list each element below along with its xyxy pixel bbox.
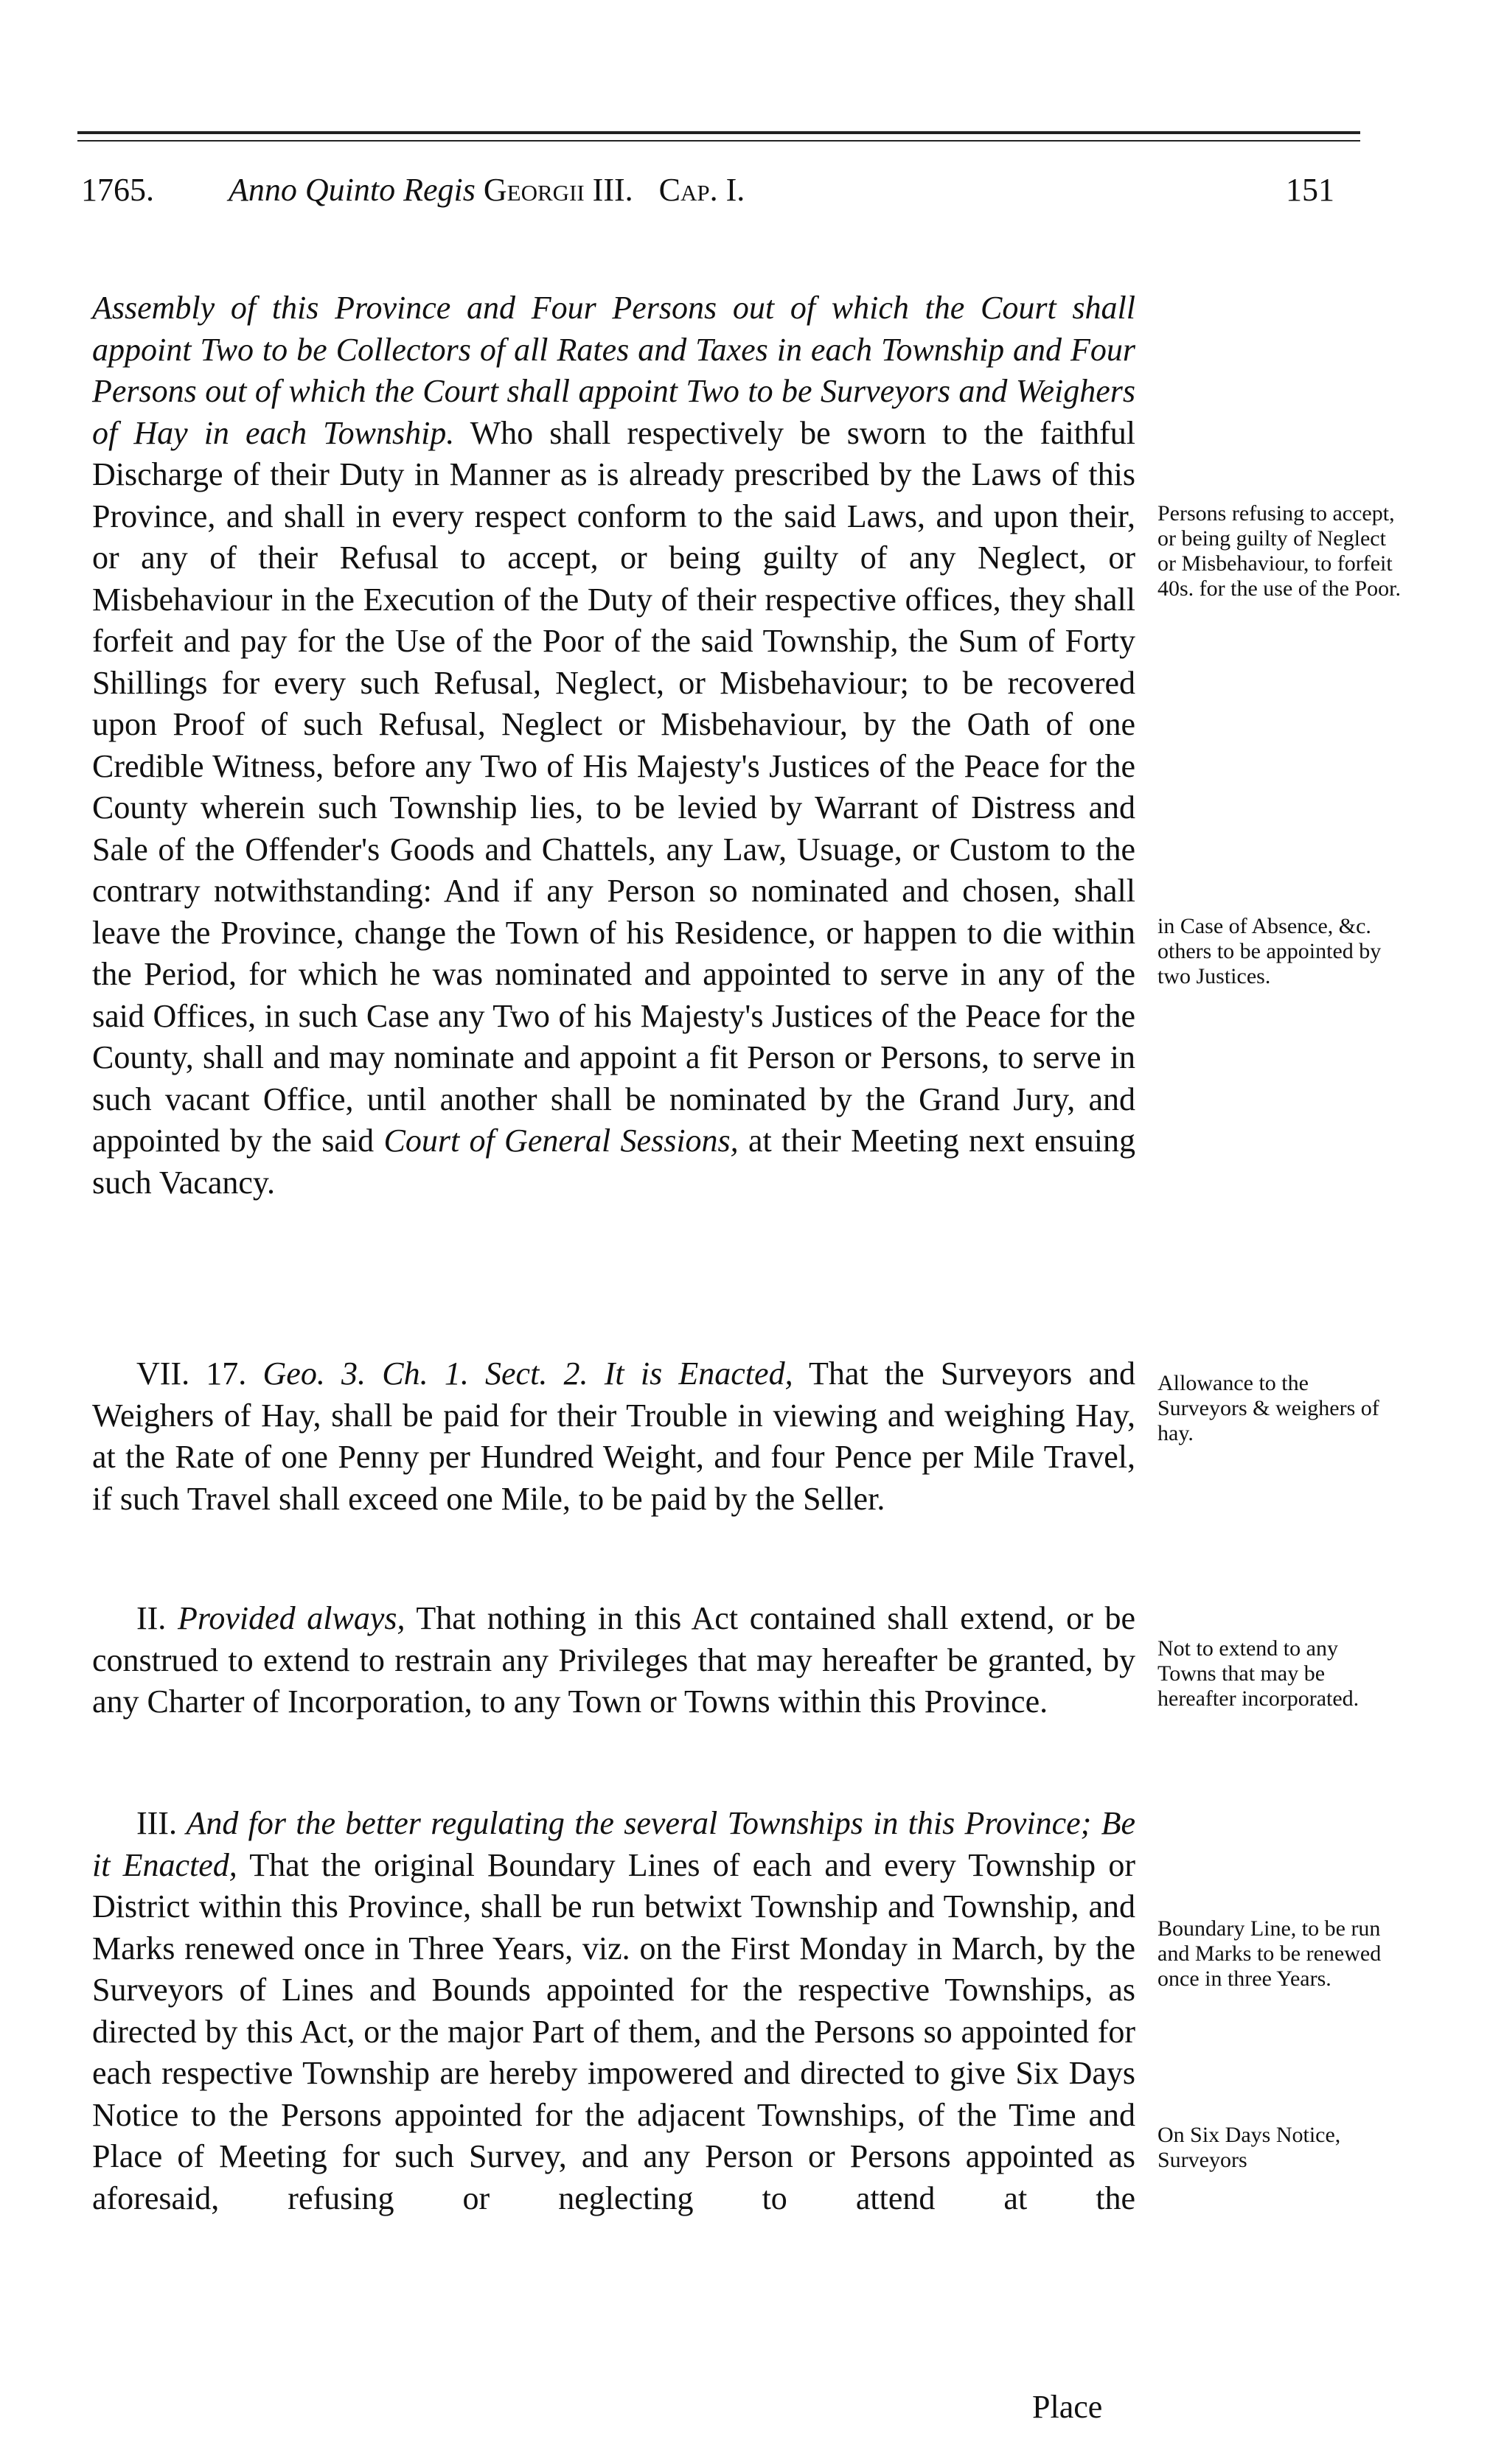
header-chapter: Cap. I. xyxy=(658,172,745,208)
section-vii-text: That the Surveyors and Weighers of Hay, shall be paid for their Trouble in viewing and weighing Hay, at the Rate of one Penny per Hundred Weight, and four Pence per Mile Travel, if such Travel shall exceed one Mile, to be paid by the Seller. xyxy=(92,1355,1135,1517)
margin-note-4: Not to extend to any Towns that may be hereafter incorporated. xyxy=(1157,1636,1359,1711)
margin-note-5: Boundary Line, to be run and Marks to be renewed once in three Years. xyxy=(1157,1916,1382,1991)
section-iii-text: That the original Boundary Lines of each and every Township or District within this Province, shall be run betwixt Township and Township, and Marks renewed once in Three Years, viz. on the First Monday in March, by the Surveyors of Lines and Bounds appointed for the respective Townships, as directed by this Act, or the major Part of them, and the Persons so appointed for each respective Township are hereby impowered and directed to give Six Days Notice to the Persons appointed for the adjacent Townships, of the Time and Place of Meeting for such Survey, and any Person or Persons appointed as aforesaid, refusing or neglecting to attend at the xyxy=(92,1846,1135,2216)
page-number: 151 xyxy=(1286,172,1334,208)
section-iii-italic: And for the better regulating the several Townships in this Province; Be it Enacted, xyxy=(92,1805,1135,1883)
paragraph-1-text: Who shall respectively be sworn to the faithful Discharge of their Duty in Manner as is already prescribed by the Laws of this Province, and shall in every respect conform to the said Laws, and upon their, or any of their Refusal to accept, or being guilty of any Neglect, or Misbehaviour in the Execution of the Duty of their respective offices, they shall forfeit and pay for the Use of the Poor of the said Township, the Sum of Forty Shillings for every such Refusal, Neglect, or Misbehaviour; to be recovered upon Proof of such Refusal, Neglect or Misbehaviour, by the Oath of one Credible Witness, before any Two of His Majesty's Justices of the Peace for the County wherein such Township lies, to be levied by Warrant of Distress and Sale of the Offender's Goods and Chattels, any Law, Usuage, or Custom to the contrary notwithstanding: And if any Person so nominated and chosen, shall leave the Province, change the Town of his Residence, or happen to die within the Period, for which he was nominated and appointed to serve in any of the said Offices, in such Case any Two of his Majesty's Justices of the Peace for the County, shall and may nominate and appoint a fit Person or Persons, to serve in such vacant Office, until another shall be nominated by the Grand Jury, and appointed by the said xyxy=(92,414,1135,1159)
header-title xyxy=(229,171,745,209)
header-title-italic: Anno Quinto Regis xyxy=(229,172,476,208)
header-rule-bottom xyxy=(77,140,1360,142)
paragraph-section-iii xyxy=(92,1803,1135,2219)
catchword: Place xyxy=(1032,2389,1103,2425)
header-year: 1765. xyxy=(81,172,154,208)
paragraph-section-ii xyxy=(92,1598,1135,1723)
running-header xyxy=(81,171,1364,223)
section-vii-lead: VII. 17. xyxy=(136,1355,247,1392)
paragraph-section-vii xyxy=(92,1353,1135,1520)
margin-note-6: On Six Days Notice, Surveyors xyxy=(1157,2123,1341,2172)
paragraph-1-text2: at their Meeting next ensuing such Vacancy. xyxy=(92,1123,1135,1201)
section-ii-text: That nothing in this Act contained shall extend, or be construed to extend to restrain any Privileges that may hereafter be granted, by any Charter of Incorporation, to any Town or Towns within this Province. xyxy=(92,1600,1135,1720)
paragraph-1-italic: Assembly of this Province and Four Persons out of which the Court shall appoint Two to be Collectors of all Rates and Taxes in each Township and Four Persons out of which the Court shall appoint Two to be Surveyors and Weighers of Hay in each Township. xyxy=(92,290,1135,451)
header-rule-top xyxy=(77,131,1360,134)
paragraph-1 xyxy=(92,287,1135,1204)
section-ii-italic: Provided always, xyxy=(166,1600,405,1636)
margin-note-1: Persons refusing to accept, or being guilty of Neglect or Misbehaviour, to forfeit 40s. for the use of the Poor. xyxy=(1157,501,1401,601)
paragraph-1-italic2: Court of General Sessions, xyxy=(383,1123,739,1159)
section-vii-italic: Geo. 3. Ch. 1. Sect. 2. It is Enacted, xyxy=(246,1355,793,1392)
margin-note-3: Allowance to the Surveyors & weighers of hay. xyxy=(1157,1371,1379,1445)
section-iii-lead: III. xyxy=(136,1805,177,1841)
header-title-caps: Georgii III. xyxy=(483,172,633,208)
section-ii-lead: II. xyxy=(136,1600,167,1636)
margin-note-2: in Case of Absence, &c. others to be appointed by two Justices. xyxy=(1157,914,1382,988)
